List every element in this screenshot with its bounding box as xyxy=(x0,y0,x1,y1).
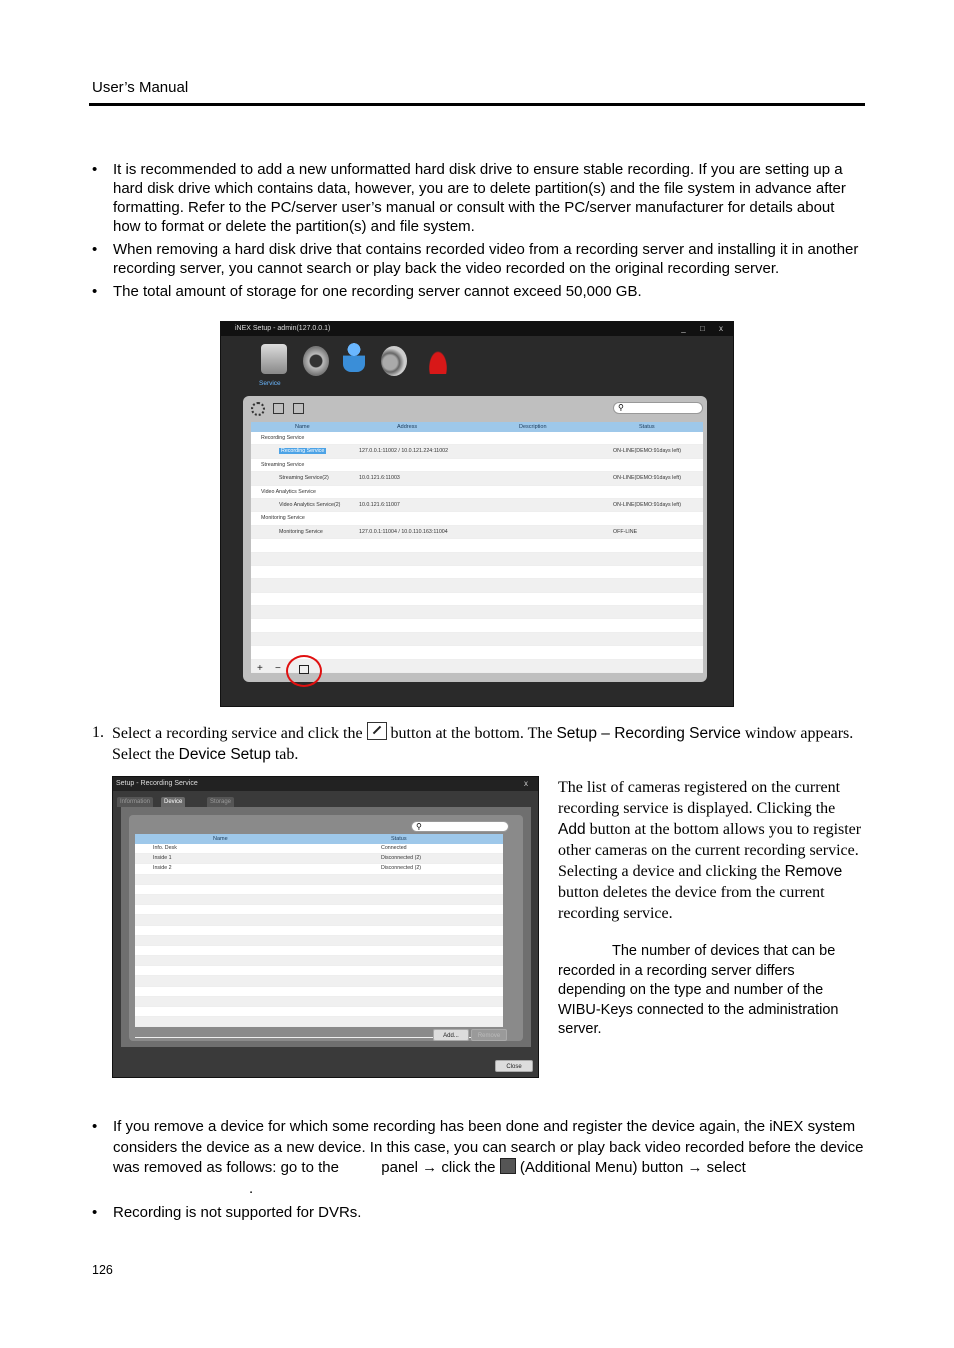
step-1 xyxy=(92,722,864,765)
row-name: Streaming Service(2) xyxy=(279,475,329,482)
table-row[interactable] xyxy=(251,526,703,539)
search-icon: ⚲ xyxy=(416,822,422,831)
row-status: ON-LINE(DEMO:91days left) xyxy=(613,448,681,455)
row-name: Recording Service xyxy=(261,435,305,441)
table-row[interactable] xyxy=(251,553,703,566)
table-row[interactable] xyxy=(251,593,703,606)
highlight-circle xyxy=(286,655,322,687)
note-body: The number of devices that can be recorded in a recording server differs depending on the type and number of the WIBU-Keys connected to the administration server. xyxy=(558,943,839,1037)
row-name: Inside 1 xyxy=(153,855,172,862)
step-text: Select a recording service and click the xyxy=(112,725,363,742)
row-status: Disconnected (2) xyxy=(381,855,422,862)
col-name[interactable]: Name xyxy=(295,424,310,430)
col-address[interactable]: Address xyxy=(397,424,418,430)
device-list-description xyxy=(558,777,864,924)
table-row[interactable] xyxy=(251,472,703,485)
service-icon[interactable] xyxy=(261,344,287,374)
row-name: Monitoring Service xyxy=(261,515,305,522)
user-icon[interactable] xyxy=(343,342,365,372)
tab-storage-setup[interactable]: Storage xyxy=(207,797,234,807)
tab-device-setup[interactable]: Device xyxy=(161,797,185,807)
search-input[interactable] xyxy=(613,402,703,414)
table-row[interactable] xyxy=(135,997,503,1007)
table-row[interactable] xyxy=(135,956,503,966)
window-controls[interactable]: _ □ x xyxy=(681,324,729,333)
ui-term: Add xyxy=(558,821,586,838)
close-button[interactable]: Close xyxy=(495,1060,533,1072)
inex-setup-window xyxy=(220,321,734,707)
table-row[interactable] xyxy=(251,619,703,632)
step-number: 1. xyxy=(92,724,104,741)
row-address: 127.0.0.1:11002 / 10.0.121.224:11002 xyxy=(359,448,449,455)
gear-icon[interactable] xyxy=(251,402,265,416)
table-row[interactable] xyxy=(251,646,703,659)
table-row[interactable] xyxy=(251,566,703,579)
paragraph-text: button at the bottom allows you to register other cameras on the current recording service. Selecting a device and clicking the xyxy=(558,821,862,880)
step-text: window appears. Select the xyxy=(112,725,854,763)
login-icon[interactable] xyxy=(273,403,284,414)
row-name: Info. Desk xyxy=(153,845,177,851)
ui-term: Remove xyxy=(784,863,843,880)
paragraph-text: The list of cameras registered on the current recording service is displayed. Clicking the xyxy=(558,779,841,817)
ui-term: Device Setup xyxy=(178,746,271,763)
device-table xyxy=(135,834,503,1024)
tab-information[interactable]: Information xyxy=(117,797,153,807)
bullet-item: • When removing a hard disk drive that contains recorded video from a recording server and installing it in another recording server, you cannot search or play back the video recorded on the original recording server. xyxy=(92,240,864,278)
header-rule xyxy=(89,103,865,106)
service-list-panel xyxy=(243,396,707,682)
table-row[interactable] xyxy=(135,1017,503,1027)
row-name: Video Analytics Service xyxy=(261,488,316,495)
search-input[interactable] xyxy=(411,821,509,832)
table-row[interactable] xyxy=(135,864,503,874)
row-address: 127.0.0.1:11004 / 10.0.110.163:11004 xyxy=(359,528,448,535)
row-name: Monitoring Service xyxy=(279,528,323,535)
col-name[interactable]: Name xyxy=(213,836,228,842)
table-header xyxy=(251,422,703,432)
table-row[interactable] xyxy=(251,499,703,512)
table-row[interactable] xyxy=(135,854,503,864)
table-row[interactable] xyxy=(251,633,703,646)
table-row[interactable] xyxy=(135,936,503,946)
table-row[interactable] xyxy=(135,966,503,976)
table-row[interactable] xyxy=(251,432,703,445)
col-status[interactable]: Status xyxy=(391,836,407,842)
table-row[interactable] xyxy=(135,844,503,854)
running-header: User’s Manual xyxy=(92,79,189,96)
bullet-text: panel → click the xyxy=(381,1159,496,1176)
row-address: 10.0.121.6:11007 xyxy=(359,501,400,508)
storage-icon[interactable] xyxy=(381,346,407,376)
camera-icon[interactable] xyxy=(303,346,329,376)
row-status: Connected xyxy=(381,845,407,851)
col-status[interactable]: Status xyxy=(639,424,655,430)
ui-term: Setup – Recording Service xyxy=(556,725,741,742)
row-address: 10.0.121.6:11003 xyxy=(359,475,400,482)
col-description[interactable]: Description xyxy=(519,424,547,430)
bullet-text: . xyxy=(249,1179,254,1197)
service-tab-label: Service xyxy=(259,380,281,387)
table-row[interactable] xyxy=(135,915,503,925)
table-row[interactable] xyxy=(251,579,703,592)
bullet-item: • The total amount of storage for one recording server cannot exceed 50,000 GB. xyxy=(92,282,864,301)
additional-menu-icon xyxy=(500,1158,516,1174)
table-row[interactable] xyxy=(135,1007,503,1017)
add-button[interactable]: + xyxy=(257,663,263,674)
service-table xyxy=(251,422,703,662)
edit-icon xyxy=(367,722,387,740)
table-row[interactable] xyxy=(135,885,503,895)
remove-button[interactable]: − xyxy=(275,663,281,674)
table-row[interactable] xyxy=(135,895,503,905)
row-name: Inside 2 xyxy=(153,865,172,872)
step-text: button at the bottom. The xyxy=(390,725,553,742)
step-text: tab. xyxy=(274,746,299,763)
close-icon[interactable]: x xyxy=(524,779,534,788)
bottom-bullet-list xyxy=(92,1117,864,1228)
row-status: ON-LINE(DEMO:91days left) xyxy=(613,501,681,508)
row-status: OFF-LINE xyxy=(613,528,638,535)
table-row[interactable] xyxy=(251,539,703,552)
bullet-item xyxy=(92,1117,864,1199)
row-name: Recording Service xyxy=(281,448,325,455)
table-row[interactable] xyxy=(251,486,703,499)
alarm-icon[interactable] xyxy=(425,344,451,374)
table-row[interactable] xyxy=(251,459,703,472)
window-titlebar xyxy=(221,322,733,336)
table-row[interactable] xyxy=(135,946,503,956)
bullet-text: (Additional Menu) button → select xyxy=(519,1159,746,1176)
row-name: Streaming Service xyxy=(261,461,305,468)
window-title: iNEX Setup - admin(127.0.0.1) xyxy=(235,325,331,332)
table-row[interactable] xyxy=(251,606,703,619)
row-status: ON-LINE(DEMO:91days left) xyxy=(613,475,681,482)
bullet-text: If you remove a device for which some recording has been done and register the device again, the iNEX system considers the device as a new device. In this case, you can search or play back video recorded before the device was removed as follows: go to the xyxy=(113,1118,864,1176)
table-row[interactable] xyxy=(251,445,703,458)
page-number: 126 xyxy=(92,1263,113,1277)
search-icon: ⚲ xyxy=(618,403,624,412)
table-row[interactable] xyxy=(135,987,503,997)
table-row[interactable] xyxy=(135,875,503,885)
table-row[interactable] xyxy=(135,976,503,986)
top-bullet-list xyxy=(92,160,864,305)
logout-icon[interactable] xyxy=(293,403,304,414)
table-header xyxy=(135,834,503,844)
table-row[interactable] xyxy=(135,905,503,915)
note-text xyxy=(558,942,864,1040)
table-row[interactable] xyxy=(251,512,703,525)
row-name: Video Analytics Service(2) xyxy=(279,501,341,508)
recording-service-window xyxy=(112,776,539,1078)
window-title: Setup - Recording Service xyxy=(116,780,198,787)
remove-button[interactable]: Remove xyxy=(471,1029,507,1041)
bullet-item: • It is recommended to add a new unformatted hard disk drive to ensure stable recording. If you are setting up a hard disk drive which contains data, however, you are to delete partition(s) and the file system in advance after formatting. Refer to the PC/server user’s manual or consult with the PC/server manufacturer for details about how to format or delete the partition(s) and file system. xyxy=(92,160,864,236)
paragraph-text: button deletes the device from the current recording service. xyxy=(558,884,825,922)
window-titlebar xyxy=(113,777,538,791)
add-button[interactable]: Add... xyxy=(433,1029,469,1041)
table-row[interactable] xyxy=(135,926,503,936)
bullet-item: • Recording is not supported for DVRs. xyxy=(92,1203,864,1224)
row-status: Disconnected (2) xyxy=(381,865,422,872)
